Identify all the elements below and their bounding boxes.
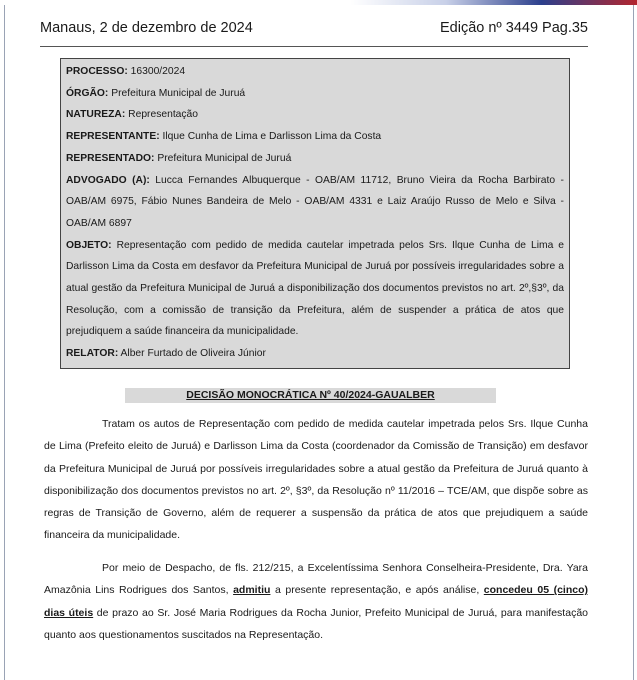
- page-border-left: [4, 5, 5, 680]
- page-border-right: [633, 5, 634, 680]
- admitiu-emphasis: admitiu: [233, 584, 271, 597]
- natureza-label: NATUREZA:: [66, 109, 126, 121]
- representante-row: [66, 126, 564, 148]
- processo-row: [66, 61, 564, 83]
- paragraph-1: Tratam os autos de Representação com pedido de medida cautelar impetrada pelos Srs. Ilque Cunha de Lima (Prefeito eleito de Juruá) e Darlisson Lima da Costa (coordenador da Comissão de Transição) em desfavor da Prefeitura Municipal de Juruá por possíveis irregularidades sobre a atual gestão da Prefeitura de Juruá quanto à disponibilização dos documentos previstos no art. 2º, §3º, da Resolução nº 11/2016 – TCE/AM, que dispõe sobre as regras de Transição de Governo, além de requerer a suspensão da prática de atos que prejudiquem a saúde financeira da municipalidade.: [44, 418, 588, 542]
- header-edition: Edição nº 3449 Pag.35: [440, 20, 588, 36]
- paragraph-2-part-3: de prazo ao Sr. José Maria Rodrigues da Rocha Junior, Prefeito Municipal de Juruá, para manifestação quanto aos questionamentos suscitados na Representação.: [44, 606, 588, 641]
- relator-row: [66, 343, 564, 365]
- representado-value: Prefeitura Municipal de Juruá: [157, 152, 292, 164]
- processo-value: 16300/2024: [130, 66, 186, 77]
- representante-value: Ilque Cunha de Lima e Darlisson Lima da Costa: [162, 131, 382, 143]
- header-location-date: Manaus, 2 de dezembro de 2024: [40, 20, 253, 36]
- relator-label: RELATOR:: [66, 348, 119, 360]
- orgao-row: [66, 83, 564, 105]
- orgao-value: Prefeitura Municipal de Juruá: [111, 87, 246, 99]
- advogado-row: [66, 170, 564, 235]
- process-info-box: [60, 58, 570, 369]
- natureza-value: Representação: [128, 109, 199, 121]
- header-divider: [40, 46, 588, 47]
- decision-title: DECISÃO MONOCRÁTICA Nº 40/2024-GAUALBER: [125, 388, 496, 403]
- processo-label: PROCESSO:: [66, 66, 128, 77]
- paragraph-2-part-2: a presente representação, e após análise,: [270, 584, 484, 597]
- representado-row: [66, 148, 564, 170]
- representante-label: REPRESENTANTE:: [66, 131, 160, 143]
- natureza-row: [66, 104, 564, 126]
- representado-label: REPRESENTADO:: [66, 152, 155, 164]
- objeto-row: [66, 235, 564, 344]
- paragraph-2-part-1: Por meio de Despacho, de fls. 212/215, a Excelentíssima Senhora Conselheira-Presidente, Dra. Yara Amazônia Lins Rodrigues dos Santos,: [44, 562, 588, 597]
- advogado-value: Lucca Fernandes Albuquerque - OAB/AM 11712, Bruno Vieira da Rocha Barbirato - OAB/AM 6975, Fábio Nunes Bandeira de Melo - OAB/AM 4331 e Laiz Araújo Russo de Melo e Silva - OAB/AM 6897: [66, 174, 564, 229]
- orgao-label: ÓRGÃO:: [66, 87, 109, 99]
- objeto-label: OBJETO:: [66, 239, 112, 251]
- relator-value: Alber Furtado de Oliveira Júnior: [120, 348, 266, 360]
- concedeu-emphasis: concedeu 05 (cinco) dias úteis: [44, 584, 588, 619]
- objeto-value: Representação com pedido de medida cautelar impetrada pelos Srs. Ilque Cunha de Lima e Darlisson Lima da Costa em desfavor da Prefeitura Municipal de Juruá por possíveis irregularidades sobre a atual gestão da Prefeitura Municipal de Juruá a disponibilização dos documentos previstos no art. 2º,§3º, da Resolução, com a comissão de transição da Prefeitura, além de suspender a prática de atos que prejudiquem a saúde financeira da municipalidade.: [66, 239, 564, 338]
- page-header: [40, 20, 588, 42]
- paragraph-2: [44, 557, 588, 646]
- top-decorative-strip: [0, 0, 637, 5]
- advogado-label: ADVOGADO (A):: [66, 174, 150, 186]
